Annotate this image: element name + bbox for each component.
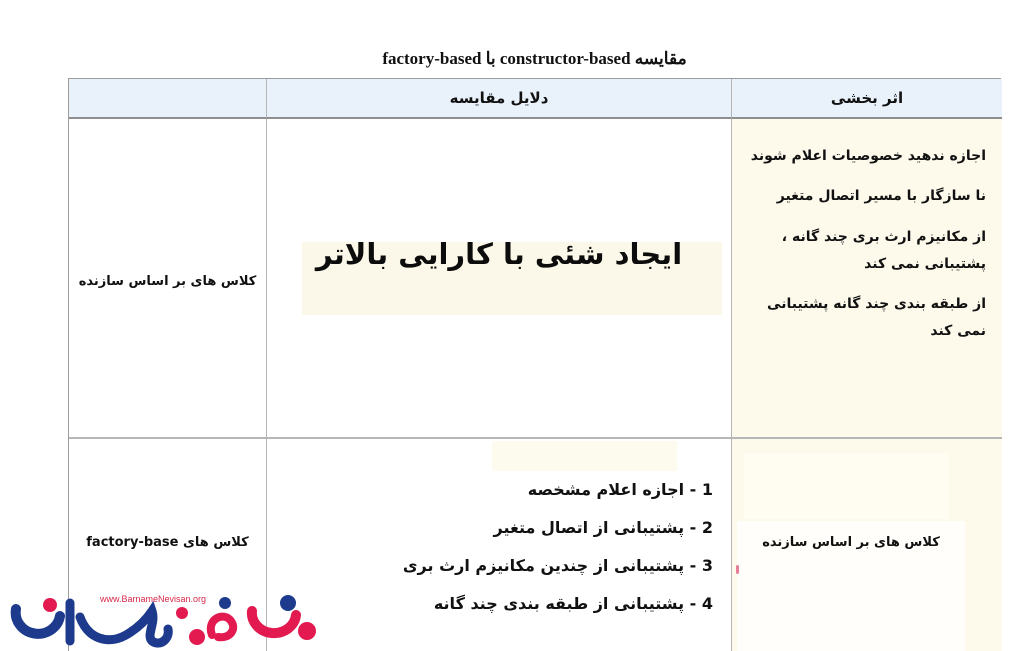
highlight-patch bbox=[737, 521, 965, 651]
cell-effects-constructor bbox=[731, 119, 1002, 439]
site-url[interactable]: www.BarnameNevisan.org bbox=[100, 594, 207, 604]
cell-reason-main bbox=[266, 119, 731, 439]
factory-effect-text: کلاس های بر اساس سازنده bbox=[762, 535, 940, 550]
effect-paragraph: اجازه ندهید خصوصیات اعلام شوند bbox=[750, 148, 986, 164]
list-item: 2 - پشتیبانی از اتصال متغیر bbox=[493, 518, 713, 537]
main-reason-text: ایجاد شئی با کارایی بالاتر bbox=[315, 237, 683, 271]
highlight-patch bbox=[492, 441, 677, 471]
constructor-label-text: کلاس های بر اساس سازنده bbox=[78, 274, 257, 289]
effect-paragraph: از مکانیزم ارث بری چند گانه ، پشتیبانی نمی کند bbox=[781, 228, 986, 272]
effect-paragraph: از طبقه بندی چند گانه پشتیبانی نمی کند bbox=[767, 296, 986, 340]
cell-constructor-label bbox=[69, 119, 266, 439]
header-cell-reasons: دلایل مقایسه bbox=[266, 79, 731, 119]
page-title: مقایسه constructor-based با factory-based bbox=[382, 49, 687, 68]
cell-reasons-list bbox=[266, 439, 731, 651]
cell-effect-factory bbox=[731, 439, 1002, 651]
pink-annotation-mark bbox=[736, 565, 739, 574]
factory-label-text: کلاس های factory-base bbox=[86, 535, 249, 550]
header-cell-effect: اثر بخشی bbox=[731, 79, 1002, 119]
list-item: 1 - اجازه اعلام مشخصه bbox=[527, 480, 713, 499]
barname-nevisan-logo[interactable] bbox=[0, 591, 322, 651]
highlight-patch bbox=[744, 453, 949, 519]
comparison-table bbox=[68, 78, 1001, 651]
effect-paragraph: نا سازگار با مسیر اتصال متغیر bbox=[776, 188, 986, 205]
header-cell-empty bbox=[69, 79, 266, 119]
list-item: 3 - پشتیبانی از چندین مکانیزم ارث بری bbox=[402, 556, 713, 575]
list-item: 4 - پشتیبانی از طبقه بندی چند گانه bbox=[433, 594, 713, 613]
